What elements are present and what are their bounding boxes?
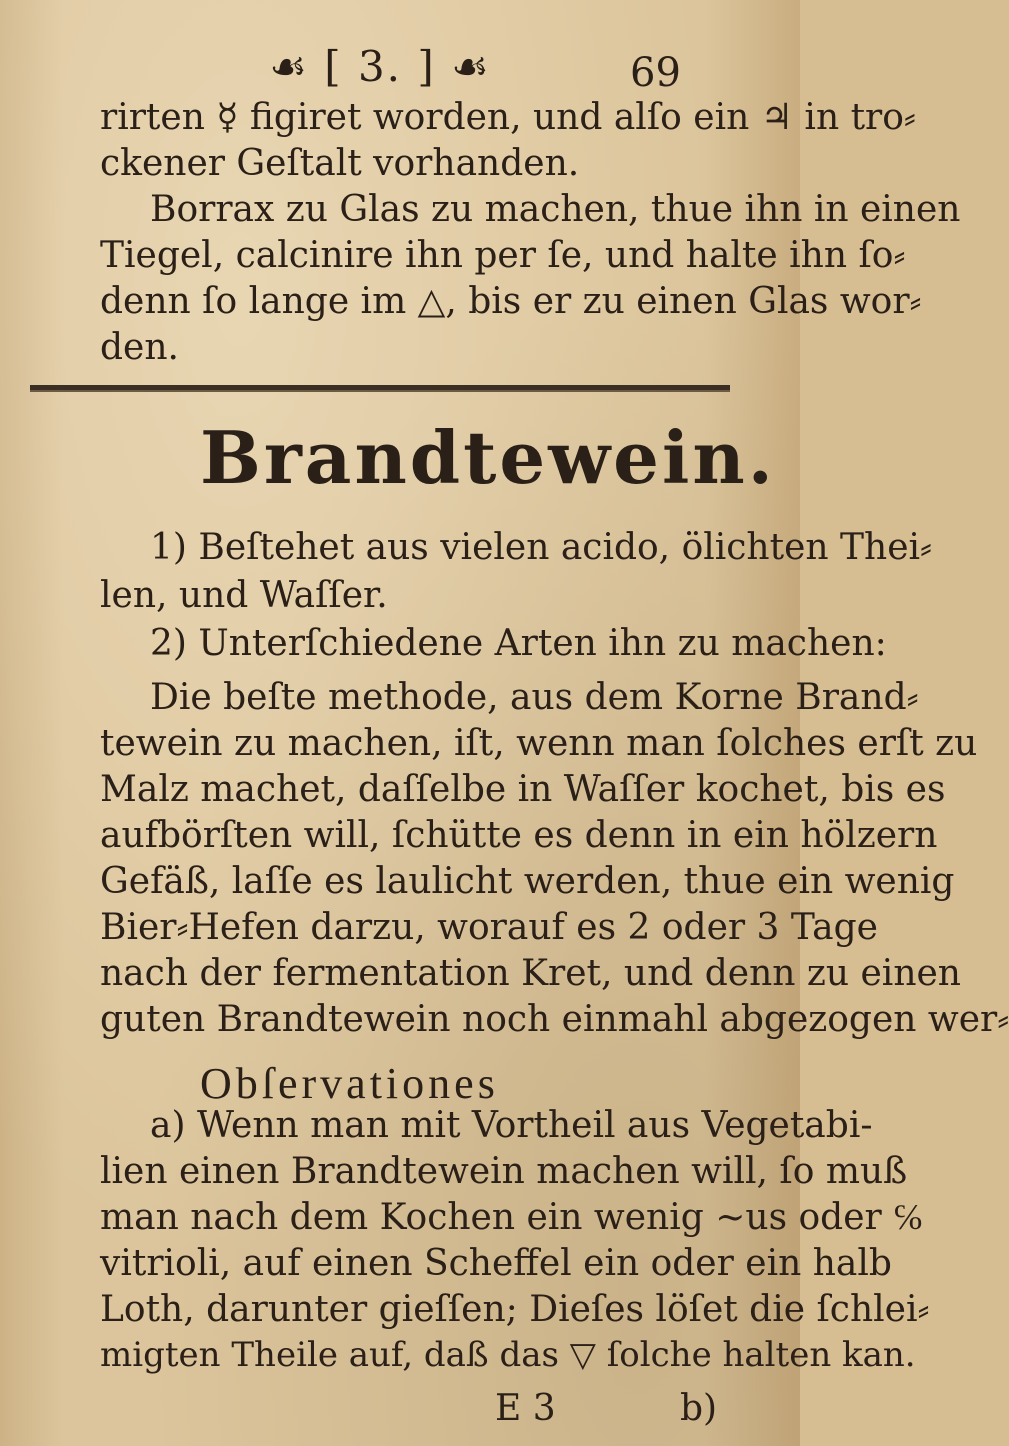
text-line: 2) Unterſchiedene Arten ihn zu machen: (150, 623, 887, 664)
section-title: Brandtewein. (200, 415, 776, 500)
catchword: b) (680, 1388, 718, 1429)
text-line: Bier⸗Hefen darzu, worauf es 2 oder 3 Tage (100, 907, 878, 948)
page-number: 69 (630, 50, 681, 96)
text-line: tewein zu machen, iſt, wenn man ſolches erſt zu (100, 723, 978, 764)
text-line: guten Brandtewein noch einmahl abgezogen wer⸗ (100, 999, 1009, 1040)
text-line: den. (100, 327, 179, 368)
text-line: nach der fermentation Kret, und denn zu einen (100, 953, 961, 994)
text-line: man nach dem Kochen ein wenig ~us oder ℅ (100, 1197, 924, 1238)
text-line: len, und Waſſer. (100, 575, 388, 616)
text-line: Die beſte methode, aus dem Korne Brand⸗ (150, 677, 919, 718)
text-line: Gefäß, laſſe es laulicht werden, thue ein wenig (100, 861, 955, 902)
signature-mark: E 3 (495, 1388, 556, 1429)
observationes-title: Obſervationes (200, 1059, 499, 1108)
running-header: ☙ [ 3. ] ☙ (269, 42, 491, 91)
text-line: Loth, darunter gieſſen; Dieſes löſet die ſchlei⸗ (100, 1289, 930, 1330)
section-divider (30, 385, 730, 392)
text-line: ckener Geſtalt vorhanden. (100, 143, 580, 184)
text-line: lien einen Brandtewein machen will, ſo muß (100, 1151, 908, 1192)
text-line: aufbörſten will, ſchütte es denn in ein hölzern (100, 815, 938, 856)
text-line: a) Wenn man mit Vortheil aus Vegetabi- (150, 1105, 873, 1146)
text-line: denn ſo lange im △, bis er zu einen Glas wor⸗ (100, 281, 922, 322)
text-line: Malz machet, daſſelbe in Waſſer kochet, bis es (100, 769, 946, 810)
text-line: migten Theile auf, daß das ▽ ſolche halten kan. (100, 1335, 916, 1375)
text-line: rirten ☿ figiret worden, und alſo ein ♃ in tro⸗ (100, 97, 916, 138)
text-line: 1) Beſtehet aus vielen acido, ölichten Thei⸗ (150, 527, 933, 568)
text-line: vitrioli, auf einen Scheffel ein oder ein halb (100, 1243, 892, 1284)
text-line: Tiegel, calcinire ihn per ſe, und halte ihn ſo⸗ (100, 235, 906, 276)
text-line: Borrax zu Glas zu machen, thue ihn in einen (150, 189, 961, 230)
